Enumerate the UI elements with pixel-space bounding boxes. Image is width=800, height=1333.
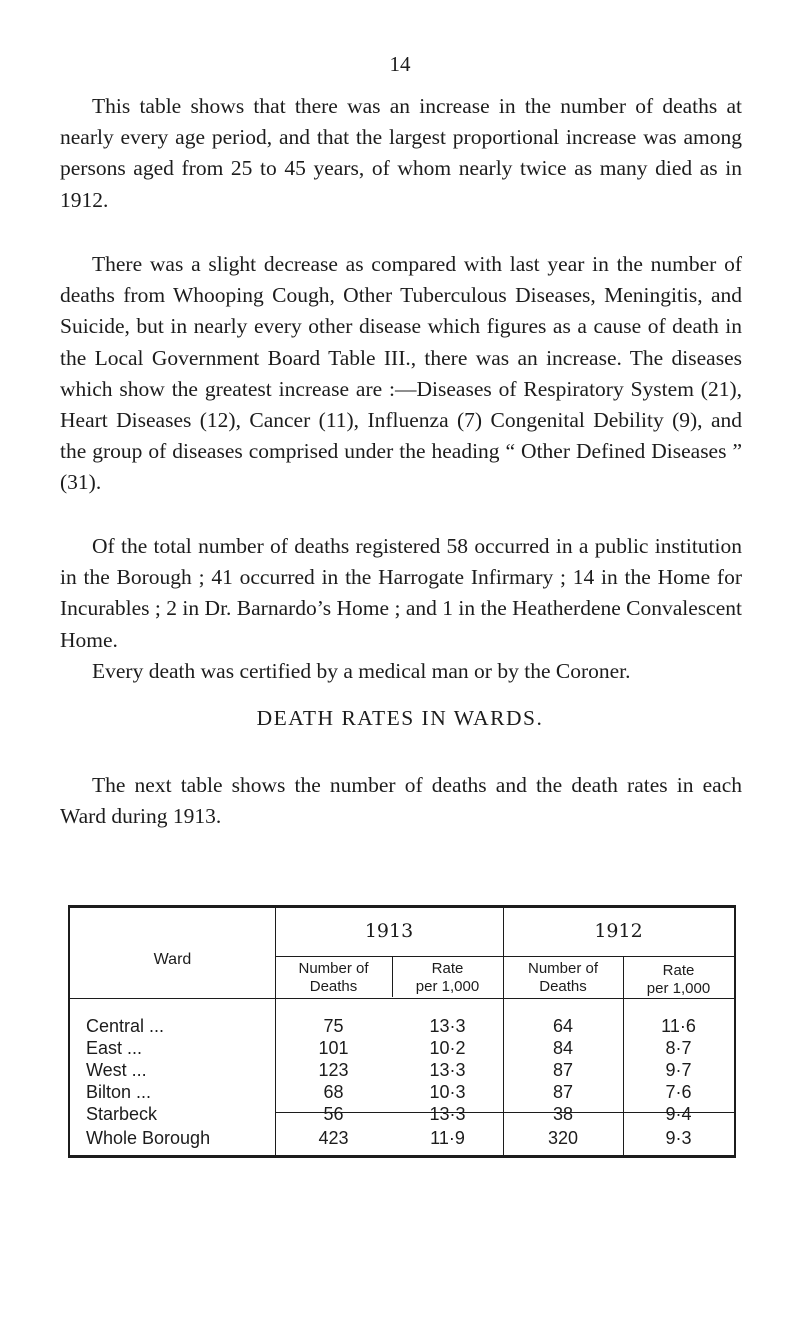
rate-1913: 13·3 [429, 1016, 466, 1036]
paragraph-text: Every death was certified by a medical man or by the Coroner. [92, 659, 631, 683]
page-number: 14 [389, 52, 411, 76]
deaths-1913: 123 [318, 1060, 349, 1080]
number-of-deaths-header-1912 [503, 960, 623, 996]
header-line: Rate [662, 962, 695, 979]
paragraph-table-intro [60, 770, 742, 832]
section-heading: DEATH RATES IN WARDS. [256, 706, 544, 730]
ward-name: Central ... [86, 1016, 165, 1036]
paragraph-institutions [60, 531, 742, 656]
deaths-1913: 423 [318, 1128, 349, 1148]
deaths-1913: 56 [323, 1104, 344, 1124]
rate-1912: 8·7 [665, 1038, 692, 1058]
deaths-1912: 87 [552, 1082, 574, 1102]
rate-1913: 11·9 [430, 1128, 465, 1148]
rate-header-1912 [623, 962, 734, 998]
paragraph-text: There was a slight decrease as compared with last year in the number of deaths from Whooping Cough, Other Tuberculous Diseases, Meningitis, and Suicide, but in nearly every other disease which figures as a cause of death in the Local Government Board Table III., there was an increase. The diseases which show the greatest increase are :—Diseases of Respiratory System (21), Heart Diseases (12), Cancer (11), Influenza (7) Congenital Debility (9), and the group of diseases comprised under the heading “ Other Defined Diseases ” (31). [60, 252, 742, 495]
rate-1913: 10·3 [429, 1082, 466, 1102]
ward-name: Starbeck [86, 1104, 158, 1124]
paragraph-text: This table shows that there was an increase in the number of deaths at nearly every age period, and that the largest proportional increase was among persons aged from 25 to 45 years, of whom nearly twice as many died as in 1912. [60, 94, 742, 212]
header-line: Number of [298, 960, 369, 977]
deaths-1912: 87 [552, 1060, 574, 1080]
year-1912-header: 1912 [594, 920, 643, 942]
deaths-1913: 75 [323, 1016, 344, 1036]
ward-column-header: Ward [153, 951, 192, 968]
rate-1912: 7·6 [665, 1082, 692, 1102]
death-rates-table [68, 905, 736, 1158]
number-of-deaths-header-1913 [275, 960, 392, 996]
paragraph-text: Of the total number of deaths registered 58 occurred in a public institution in the Borough ; 41 occurred in the Harrogate Infirmary ; 14 in the Home for Incurables ; 2 in Dr. Barnardo’s Home ; and 1 in the Heatherdene Convalescent Home. [60, 534, 742, 652]
rate-1912: 9·4 [665, 1104, 692, 1124]
rate-1912: 9·7 [665, 1060, 692, 1080]
header-line: per 1,000 [646, 980, 711, 997]
rate-1913: 10·2 [429, 1038, 466, 1058]
deaths-1912: 38 [552, 1104, 574, 1124]
rate-1913: 13·3 [429, 1060, 466, 1080]
rate-1913: 13·3 [429, 1104, 466, 1124]
deaths-1913: 68 [323, 1082, 344, 1102]
year-1913-header: 1913 [364, 920, 414, 942]
ward-name: West ... [86, 1060, 147, 1080]
header-line: Deaths [309, 978, 358, 995]
paragraph-certification [60, 656, 742, 687]
ward-name: East ... [86, 1038, 143, 1058]
paragraph-disease-changes [60, 249, 742, 499]
deaths-1913: 101 [318, 1038, 349, 1058]
paragraph-age-increase [60, 91, 742, 216]
rate-1912: 11·6 [661, 1016, 696, 1036]
header-line: Number of [527, 960, 599, 977]
header-line: Rate [431, 960, 464, 977]
header-line: per 1,000 [415, 978, 480, 995]
rate-1912: 9·3 [665, 1128, 692, 1148]
rate-header-1913 [392, 960, 503, 996]
deaths-1912: 320 [547, 1128, 579, 1148]
paragraph-text: The next table shows the number of deaths and the death rates in each Ward during 1913. [60, 773, 742, 829]
header-line: Deaths [539, 978, 587, 995]
deaths-1912: 84 [552, 1038, 574, 1058]
ward-name: Whole Borough [86, 1128, 211, 1148]
ward-name: Bilton ... [86, 1082, 152, 1102]
deaths-1912: 64 [552, 1016, 574, 1036]
